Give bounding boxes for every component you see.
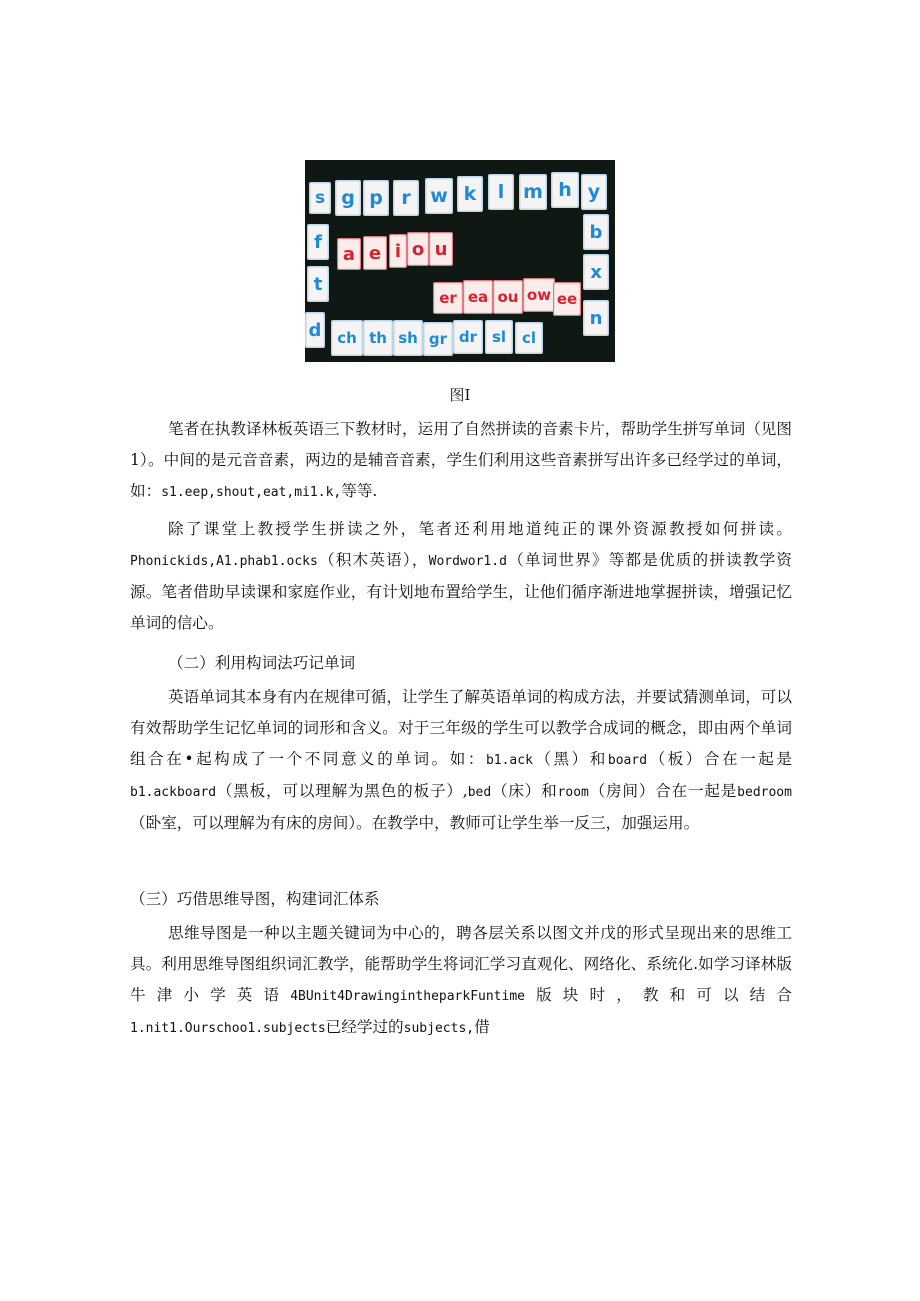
- p3-note-2: （板）合在一起是: [647, 750, 792, 768]
- card-top-5: k: [457, 176, 483, 212]
- p3-text: 英语单词其本身有内在规律可循，让学生了解英语单词的构成方法，并要试猜测单词，可以有效帮助学生记忆单词的词形和含义。对于三年级的学生可以教学合成词的概念，即由两个单词组合在•起构成了一个不同意义的单词。如：: [130, 688, 792, 768]
- card-team-2: ou: [493, 280, 523, 314]
- figure-caption: 图I: [449, 386, 471, 404]
- card-right-2: n: [583, 300, 609, 336]
- p4-text-3: 已经学过的: [325, 1018, 404, 1036]
- card-top-9: y: [581, 174, 607, 210]
- card-top-8: h: [551, 172, 579, 208]
- card-left-2: d: [305, 312, 325, 348]
- p2-text: 除了课堂上教授学生拼读之外，笔者还利用地道纯正的课外资源教授如何拼读。: [168, 520, 792, 538]
- card-vowel-0: a: [337, 238, 361, 270]
- p3-word-board: board: [607, 753, 648, 768]
- section-heading-2: （二）利用构词法巧记单词: [168, 654, 356, 672]
- card-vowel-4: u: [429, 232, 453, 266]
- paragraph-3: [130, 682, 792, 839]
- card-bottom-2: sh: [393, 320, 423, 356]
- p2-resource-1-note: （积木英语），: [317, 551, 429, 569]
- p4-unit-title: 4BUnit4DrawingintheparkFuntime: [290, 989, 525, 1004]
- card-top-0: s: [309, 182, 331, 214]
- p3-note-6: （卧室，可以理解为有床的房间）。在教学中，教师可让学生举一反三，加强运用。: [130, 814, 700, 832]
- p1-text: 笔者在执教译林板英语三下教材时，运用了自然拼读的音素卡片，帮助学生拼写单词（见图1）。中间的是元音音素，两边的是辅音音素，学生们利用这些音素拼写出许多已经学过的单词，如：: [130, 420, 792, 500]
- p4-text: 思维导图是一种以主题关键词为中心的，聘各层关系以图文并戊的形式呈现出来的思维工具。利用思维导图组织词汇教学，能帮助学生将词汇学习直观化、网络化、系统化.如学习译林版牛津小学英语: [130, 924, 792, 1004]
- p2-resource-1: Phonickids,A1.phab1.ocks: [130, 554, 318, 569]
- p4-text-2: 版块时，教和可以结合: [525, 986, 792, 1004]
- p1-end: 等等.: [341, 482, 378, 500]
- paragraph-4: [130, 918, 792, 1044]
- p2-resource-2: Wordwor1.d: [428, 554, 507, 569]
- p3-word-bed: bed: [467, 785, 492, 800]
- p3-word-black: b1.ack: [485, 753, 533, 768]
- paragraph-1: [130, 414, 792, 508]
- p3-note-4: （床）和: [491, 782, 558, 800]
- p3-note-5: （房间）合在一起是: [588, 782, 738, 800]
- card-left-1: t: [307, 266, 329, 302]
- card-vowel-2: i: [389, 234, 407, 268]
- card-bottom-3: gr: [423, 322, 453, 356]
- card-team-1: ea: [463, 280, 493, 314]
- p3-note-3: （黑板，可以理解为黑色的板子）,: [216, 782, 468, 800]
- card-bottom-4: dr: [453, 320, 483, 354]
- card-bottom-5: sl: [485, 320, 513, 354]
- paragraph-2: [130, 514, 792, 639]
- card-team-0: er: [433, 282, 463, 314]
- p2-text-end: （单词世界》等都是优质的拼读教学资源。笔者借助早读课和家庭作业，有计划地布置给学生，让他们循序渐进地掌握拼读，增强记忆单词的信心。: [130, 551, 792, 632]
- card-right-1: x: [583, 254, 609, 290]
- card-top-1: g: [335, 180, 361, 216]
- card-top-4: w: [425, 178, 453, 214]
- p4-subjects: subjects,: [403, 1021, 475, 1036]
- card-left-0: f: [307, 224, 329, 260]
- p4-text-end: 借: [474, 1018, 490, 1036]
- card-bottom-6: cl: [515, 322, 543, 354]
- card-top-7: m: [519, 174, 547, 210]
- card-top-6: l: [488, 174, 514, 210]
- card-top-2: p: [363, 180, 389, 216]
- p3-word-blackboard: b1.ackboard: [130, 785, 217, 800]
- p4-unit-1: 1.nit1.Ourschoo1.subjects: [130, 1021, 326, 1036]
- card-bottom-0: ch: [331, 320, 363, 356]
- p3-note-1: （黑）和: [532, 750, 608, 768]
- p3-word-room: room: [557, 785, 589, 800]
- card-team-4: ee: [553, 282, 581, 316]
- phonics-cards-figure: [305, 160, 615, 362]
- p3-word-bedroom: bedroom: [737, 785, 792, 800]
- card-right-0: b: [583, 214, 609, 250]
- card-team-3: ow: [523, 278, 555, 312]
- card-vowel-1: e: [363, 236, 387, 270]
- card-bottom-1: th: [363, 320, 393, 356]
- section-heading-3: （三）巧借思维导图，构建词汇体系: [130, 890, 380, 908]
- card-top-3: r: [393, 180, 419, 216]
- card-vowel-3: o: [407, 232, 429, 266]
- p1-words: s1.eep,shout,eat,mi1.k,: [161, 485, 342, 500]
